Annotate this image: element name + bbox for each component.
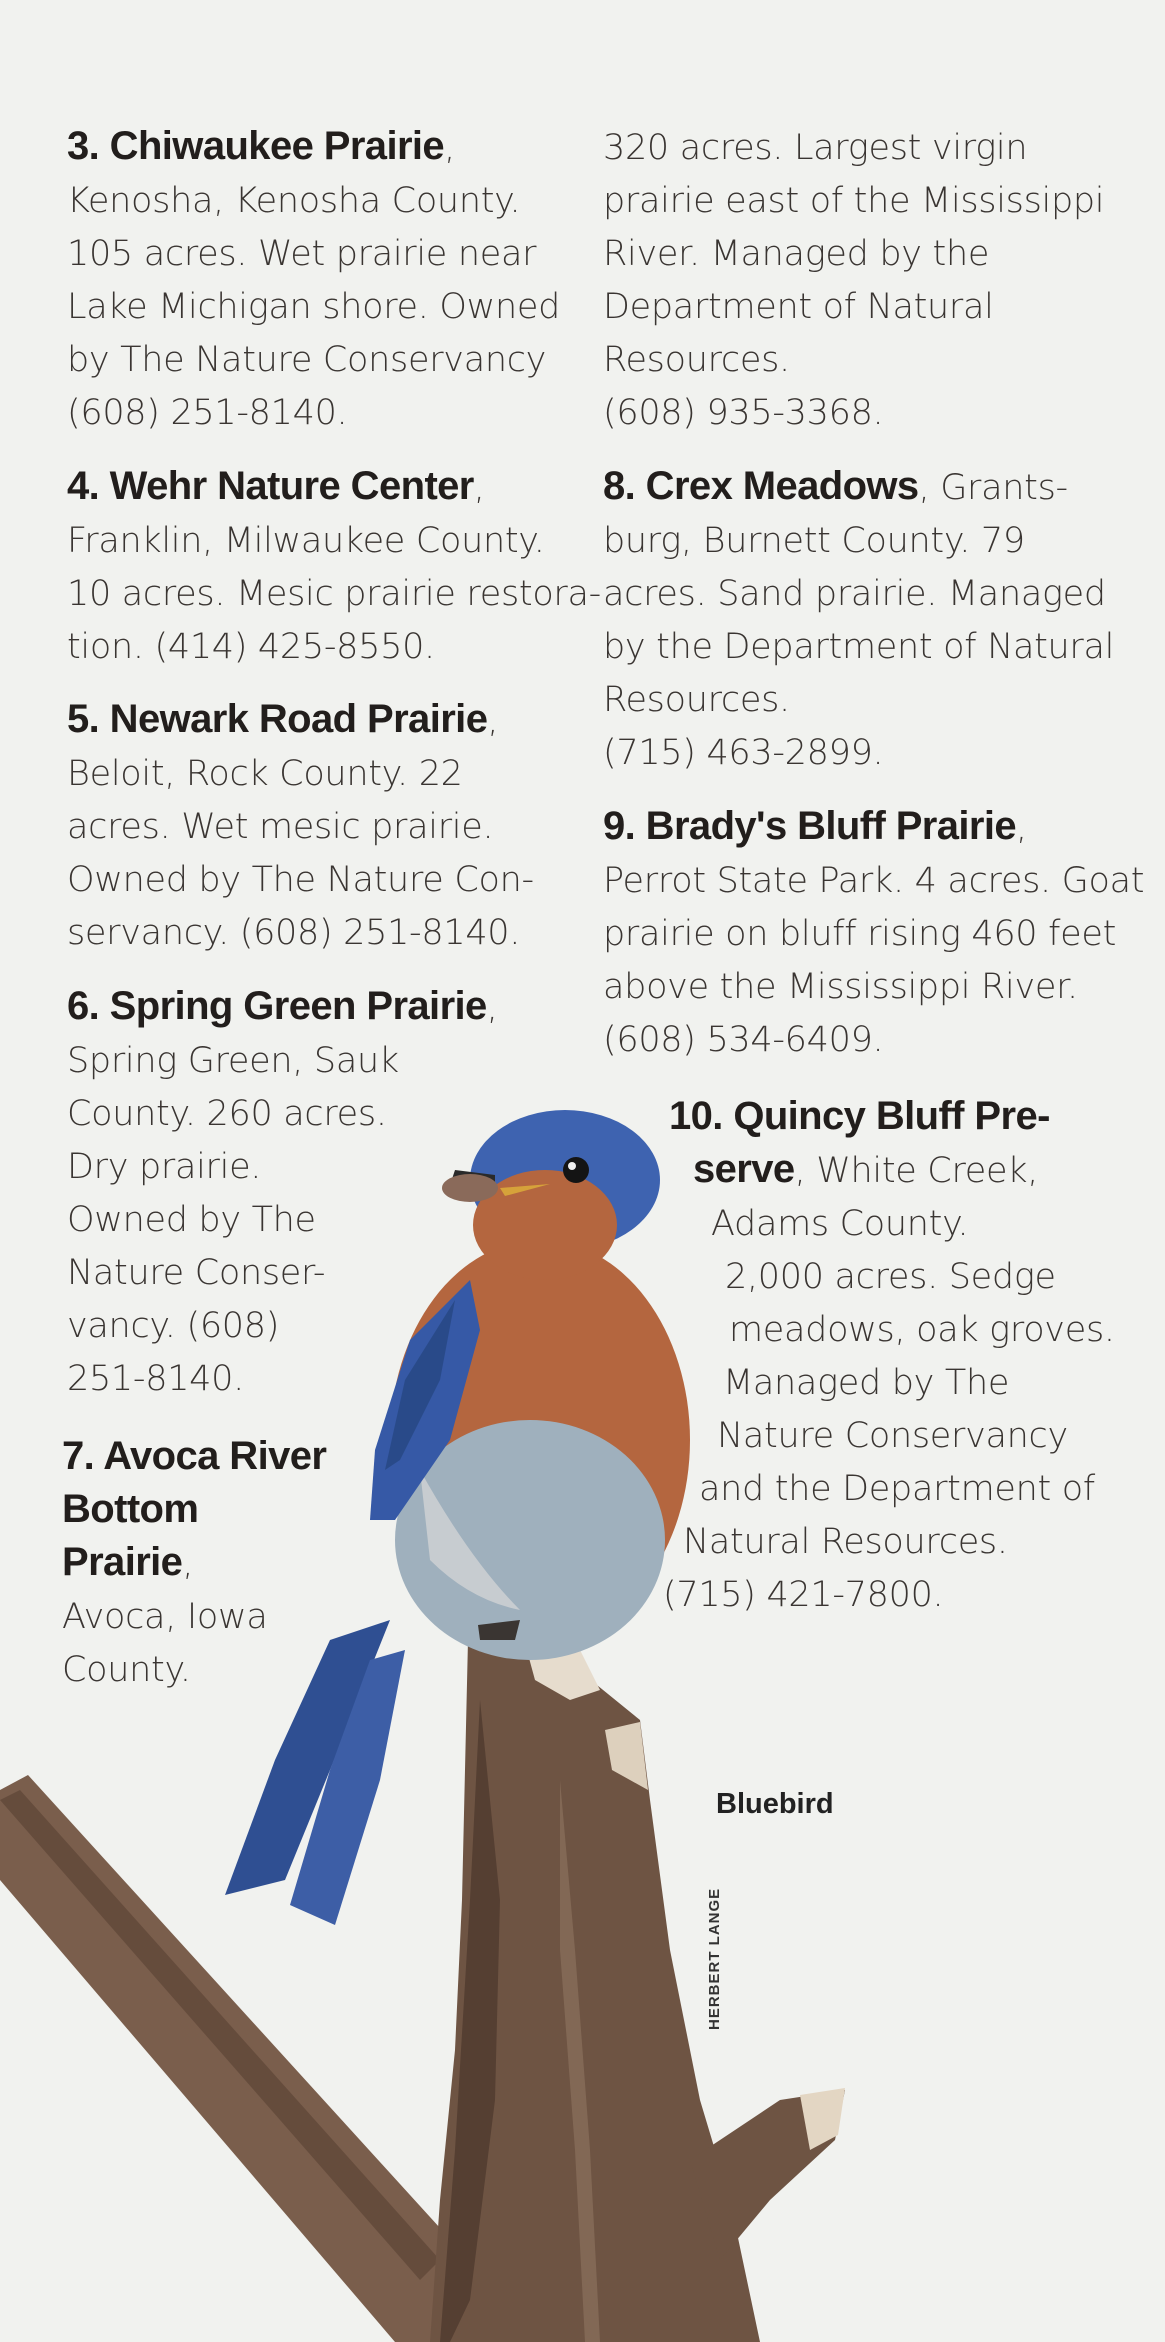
entry-avoca-river-bottom-prairie: 7. Avoca River Bottom Prairie, Avoca, Iowa County. <box>62 1430 326 1697</box>
entry-phone: (715) 421-7800. <box>663 1575 944 1615</box>
entry-line: 2,000 acres. Sedge <box>725 1257 1056 1297</box>
entry-line: Resources. <box>603 680 790 720</box>
entry-newark-road-prairie: 5. Newark Road Prairie, Beloit, Rock County. 22 acres. Wet mesic prairie. Owned by The Nature Con- servancy. (608) 251-8140. <box>67 693 534 960</box>
entry-line: by The Nature Conservancy <box>67 340 547 380</box>
entry-phone: (608) 534-6409. <box>603 1020 884 1060</box>
entry-line: Lake Michigan shore. Owned <box>67 287 561 327</box>
entry-line: above the Mississippi River. <box>603 967 1078 1007</box>
entry-phone: 251-8140. <box>67 1359 244 1399</box>
entry-wehr-nature-center: 4. Wehr Nature Center, Franklin, Milwaukee County. 10 acres. Mesic prairie restora- tion. (414) 425-8550. <box>67 460 601 674</box>
entry-line: County. <box>62 1650 191 1690</box>
entry-line: Nature Conservancy <box>717 1416 1068 1456</box>
entry-title: 8. Crex Meadows <box>603 464 919 508</box>
entry-line: Dry prairie. <box>67 1147 262 1187</box>
entry-line: Owned by The Nature Con- <box>67 860 534 900</box>
entry-title: 10. Quincy Bluff Pre- <box>669 1094 1050 1138</box>
entry-line: Kenosha, Kenosha County. <box>67 181 521 221</box>
entry-line: 105 acres. Wet prairie near <box>67 234 537 274</box>
entry-phone: (715) 463-2899. <box>603 733 884 773</box>
entry-line: Adams County. <box>711 1204 969 1244</box>
entry-line: County. 260 acres. <box>67 1094 387 1134</box>
entry-title: Prairie <box>62 1540 183 1584</box>
entry-line: Beloit, Rock County. 22 <box>67 754 463 794</box>
entry-crex-meadows: 8. Crex Meadows, Grants- burg, Burnett County. 79 acres. Sand prairie. Managed by the Department of Natural Resources. (715) 463-2899. <box>603 460 1114 780</box>
entry-line: by the Department of Natural <box>603 627 1115 667</box>
entry-phone: (608) 935-3368. <box>603 393 884 433</box>
entry-title: 9. Brady's Bluff Prairie <box>603 804 1017 848</box>
entry-title: 3. Chiwaukee Prairie <box>67 124 445 168</box>
entry-spring-green-prairie: 6. Spring Green Prairie, Spring Green, Sauk County. 260 acres. Dry prairie. Owned by The Nature Conser- vancy. (608) 251-8140. <box>67 980 498 1406</box>
entry-title: 4. Wehr Nature Center <box>67 464 474 508</box>
entry-line: Natural Resources. <box>683 1522 1008 1562</box>
entry-phone: (608) 251-8140. <box>67 393 348 433</box>
entry-line: Avoca, Iowa <box>62 1597 268 1637</box>
entry-line: 320 acres. Largest virgin <box>603 128 1028 168</box>
entry-chiwaukee-prairie: 3. Chiwaukee Prairie, Kenosha, Kenosha County. 105 acres. Wet prairie near Lake Michigan shore. Owned by The Nature Conservancy (608) 251-8140. <box>67 120 560 440</box>
entry-bradys-bluff-prairie: 9. Brady's Bluff Prairie, Perrot State Park. 4 acres. Goat prairie on bluff rising 460 feet above the Mississippi River. (608) 534-6409. <box>603 800 1144 1067</box>
entry-line: Franklin, Milwaukee County. <box>67 521 545 561</box>
entry-line: burg, Burnett County. 79 <box>603 521 1025 561</box>
entry-line: and the Department of <box>699 1469 1095 1509</box>
entry-line: meadows, oak groves. <box>729 1310 1115 1350</box>
entry-line: Department of Natural <box>603 287 994 327</box>
entry-title: 7. Avoca River <box>62 1434 327 1478</box>
entry-line: Perrot State Park. 4 acres. Goat <box>603 861 1145 901</box>
photo-caption: Bluebird <box>716 1788 834 1820</box>
entry-title: Bottom <box>62 1487 199 1531</box>
entry-line: River. Managed by the <box>603 234 990 274</box>
entry-line: 10 acres. Mesic prairie restora- <box>67 574 601 614</box>
entry-line: acres. Sand prairie. Managed <box>603 574 1106 614</box>
entry-line: prairie east of the Mississippi <box>603 181 1105 221</box>
entry-title: 5. Newark Road Prairie <box>67 697 488 741</box>
entry-line: Spring Green, Sauk <box>67 1041 399 1081</box>
entry-line: servancy. (608) 251-8140. <box>67 913 521 953</box>
entry-avoca-continued <box>603 122 1104 440</box>
entry-line: Resources. <box>603 340 790 380</box>
entry-line: Owned by The <box>67 1200 316 1240</box>
entry-line: vancy. (608) <box>67 1306 280 1346</box>
entry-line: Managed by The <box>723 1363 1010 1403</box>
entry-quincy-bluff-preserve: 10. Quincy Bluff Pre- serve, White Creek, Adams County. 2,000 acres. Sedge meadows, oak groves. Managed by The Nature Conservancy and the Department of Natural Resources. (715) 421-7800. <box>603 1090 1143 1622</box>
photo-credit: HERBERT LANGE <box>706 1887 723 2030</box>
entry-title: serve <box>693 1147 795 1191</box>
entry-line: prairie on bluff rising 460 feet <box>603 914 1116 954</box>
entry-line: Nature Conser- <box>67 1253 326 1293</box>
entry-title: 6. Spring Green Prairie <box>67 984 487 1028</box>
entry-line: acres. Wet mesic prairie. <box>67 807 494 847</box>
entry-line: tion. (414) 425-8550. <box>67 627 435 667</box>
